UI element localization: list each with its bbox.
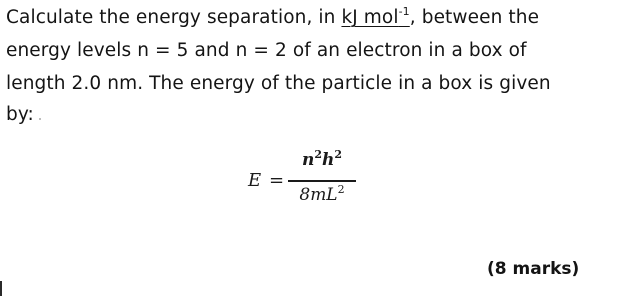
question-line-1 <box>6 6 539 30</box>
fraction-bar <box>288 180 356 182</box>
question-line-4: by: <box>6 104 34 125</box>
denominator-exponent: 2 <box>337 183 345 196</box>
numerator-h: h <box>322 150 335 170</box>
marks-label: (8 marks) <box>487 259 580 279</box>
numerator-n-exponent: 2 <box>314 148 322 161</box>
numerator-n: n <box>301 150 315 170</box>
equation-numerator <box>286 150 358 170</box>
question-line-2: energy levels n = 5 and n = 2 of an electron in a box of <box>6 40 527 61</box>
denominator-text: 8mL <box>299 185 338 205</box>
equation-fraction <box>286 150 358 216</box>
energy-unit-text: kJ mol <box>341 7 399 28</box>
energy-unit <box>341 7 409 28</box>
question-text-intro: Calculate the energy separation, in <box>6 7 342 28</box>
scan-speck <box>39 118 41 120</box>
numerator-h-exponent: 2 <box>334 148 343 161</box>
question-line-3: length 2.0 nm. The energy of the particle in a box is given <box>6 73 551 94</box>
equation-denominator <box>286 185 358 205</box>
energy-unit-exponent: -1 <box>398 5 410 18</box>
question-text-continuation: , between the <box>409 7 540 28</box>
equation-equals-sign: = <box>269 170 285 191</box>
scan-edge-mark <box>0 281 2 296</box>
equation-lhs: E <box>248 170 262 191</box>
